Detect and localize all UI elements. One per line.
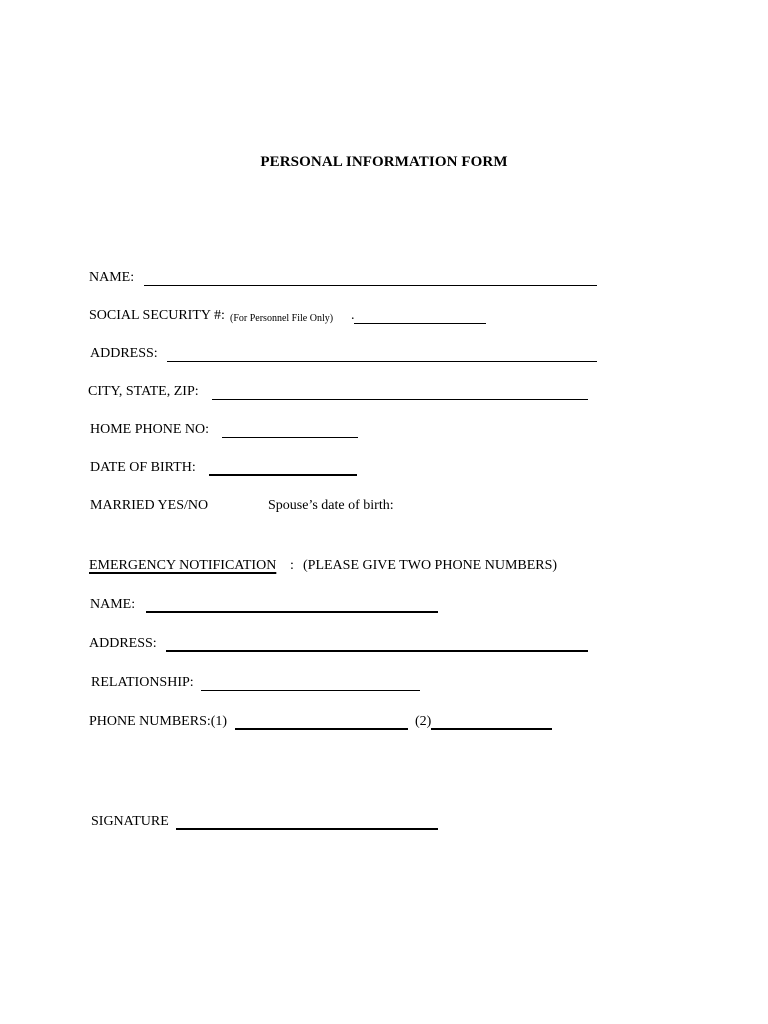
- home-phone-row: [89, 421, 389, 441]
- city-field-line[interactable]: [212, 399, 588, 400]
- emergency-address-field-line[interactable]: [166, 650, 588, 652]
- spouse-dob-label: Spouse’s date of birth:: [268, 498, 394, 513]
- ssn-row: [89, 307, 509, 327]
- ssn-dot: .: [351, 308, 355, 323]
- name-label: NAME:: [89, 270, 135, 285]
- ssn-field-line[interactable]: [354, 323, 486, 324]
- married-row: [89, 497, 449, 517]
- relationship-label: RELATIONSHIP:: [91, 675, 194, 690]
- name-field-line[interactable]: [144, 285, 597, 286]
- home-phone-field-line[interactable]: [222, 437, 358, 438]
- address-row: [89, 345, 609, 365]
- signature-row: [89, 813, 449, 833]
- emergency-heading: EMERGENCY NOTIFICATION: [89, 558, 277, 573]
- emergency-phone1-label: PHONE NUMBERS:(1): [89, 714, 228, 729]
- emergency-name-field-line[interactable]: [146, 611, 438, 613]
- emergency-address-label: ADDRESS:: [89, 636, 157, 651]
- dob-row: [89, 459, 389, 479]
- emergency-phone2-label: (2): [415, 714, 432, 729]
- address-field-line[interactable]: [167, 361, 597, 362]
- relationship-row: [89, 674, 449, 694]
- form-title: PERSONAL INFORMATION FORM: [260, 154, 508, 170]
- relationship-field-line[interactable]: [201, 690, 420, 691]
- emergency-phone-row: [89, 713, 569, 733]
- city-row: [89, 383, 609, 403]
- name-row: [89, 269, 609, 289]
- emergency-phone2-field-line[interactable]: [431, 728, 552, 730]
- ssn-note: (For Personnel File Only): [230, 313, 334, 324]
- signature-label: SIGNATURE: [91, 814, 169, 829]
- emergency-heading-row: [89, 557, 589, 577]
- dob-field-line[interactable]: [209, 474, 357, 476]
- emergency-heading-note: (PLEASE GIVE TWO PHONE NUMBERS): [303, 558, 558, 573]
- address-label: ADDRESS:: [90, 346, 158, 361]
- emergency-heading-colon: :: [290, 558, 294, 573]
- emergency-name-label: NAME:: [90, 597, 136, 612]
- home-phone-label: HOME PHONE NO:: [90, 422, 209, 437]
- emergency-phone1-field-line[interactable]: [235, 728, 408, 730]
- married-label: MARRIED YES/NO: [90, 498, 209, 513]
- emergency-name-row: [89, 596, 449, 616]
- ssn-label: SOCIAL SECURITY #:: [89, 308, 225, 323]
- emergency-address-row: [89, 635, 609, 655]
- dob-label: DATE OF BIRTH:: [90, 460, 196, 475]
- city-label: CITY, STATE, ZIP:: [88, 384, 199, 399]
- signature-field-line[interactable]: [176, 828, 438, 830]
